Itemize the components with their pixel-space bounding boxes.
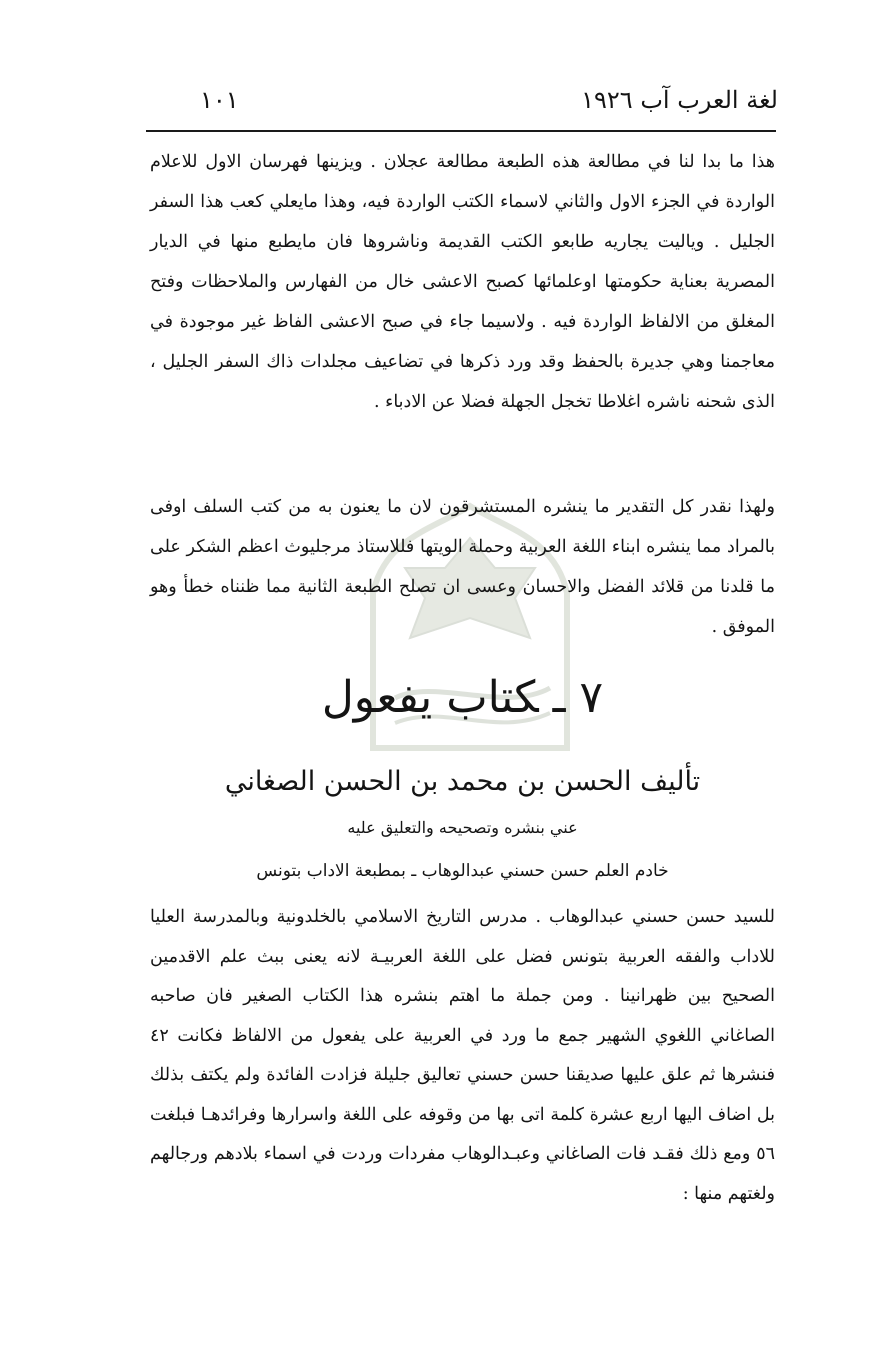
- section-title: كتاب يفعول: [321, 672, 539, 723]
- paragraph-orientalists: ولهذا نقدر كل التقدير ما ينشره المستشرقون لان ما يعنون به من كتب السلف اوفى بالمراد مما ينشره ابناء اللغة العربية وحملة الويتها فللاستاذ مرجليوث اعظم الشكر على ما قلدنا من قلائد الفضل والاحسان وعسى ان تصلح الطبعة الثانية مما ظنناه خطأ وهو الموفق .: [150, 497, 775, 637]
- book-author: تأليف الحسن بن محمد بن الحسن الصغاني: [224, 766, 701, 797]
- section-heading: [150, 658, 775, 738]
- editor-credit: عني بنشره وتصحيحه والتعليق عليه: [347, 818, 578, 837]
- page-number: ١٠١: [200, 86, 239, 114]
- journal-title-date: لغة العرب آب ١٩٢٦: [581, 86, 778, 114]
- paragraph-book-review: للسيد حسن حسني عبدالوهاب . مدرس التاريخ الاسلامي بالخلدونية وبالمدرسة العليا للاداب والفقه العربية بتونس فضل على اللغة العربيـة لانه يعنى ببث علم الاقدمين الصحيح بين ظهرانينا . ومن جملة ما اهتم بنشره هذا الكتاب الصغير فان صاحبه الصاغاني اللغوي الشهير جمع ما ورد في العربية على يفعول من الالفاظ فكانت ٤٢ فنشرها ثم علق عليها صديقنا حسن حسني تعاليق جليلة فزادت الفائدة ولم يكتف بذلك بل اضاف اليها اربع عشرة كلمة اتى بها من وقوفه على اللغة واسرارها وفرائدهـا فبلغت ٥٦ ومع ذلك فقـد فات الصاغاني وعبـدالوهاب مفردات وردت في اسماء بلادهم ورجالهم ولغتهم منها :: [150, 907, 775, 1204]
- editor-name-press: خادم العلم حسن حسني عبدالوهاب ـ بمطبعة الاداب بتونس: [256, 861, 669, 881]
- paragraph-review-conclusion: هذا ما بدا لنا في مطالعة هذه الطبعة مطالعة عجلان . ويزينها فهرسان الاول للاعلام الواردة في الجزء الاول والثاني لاسماء الكتب الواردة فيه، وهذا مايعلي كعب هذا السفر الجليل . وياليت يجاريه طابعو الكتب القديمة وناشروها فان مايطبع منها في الديار المصرية بعناية حكومتها اوعلمائها كصبح الاعشى خال من الفهارس والملاحظات وفتح المغلق من الالفاظ الواردة فيه . ولاسيما جاء في صبح الاعشى الفاظ غير موجودة في معاجمنا وهي جديرة بالحفظ وقد ورد ذكرها في تضاعيف مجلدات ذاك السفر الجليل ، الذى شحنه ناشره اغلاطا تخجل الجهلة فضلا عن الادباء .: [150, 152, 775, 412]
- header-rule: [146, 130, 776, 132]
- section-number: ٧ ـ: [552, 672, 604, 723]
- running-header: [148, 86, 778, 120]
